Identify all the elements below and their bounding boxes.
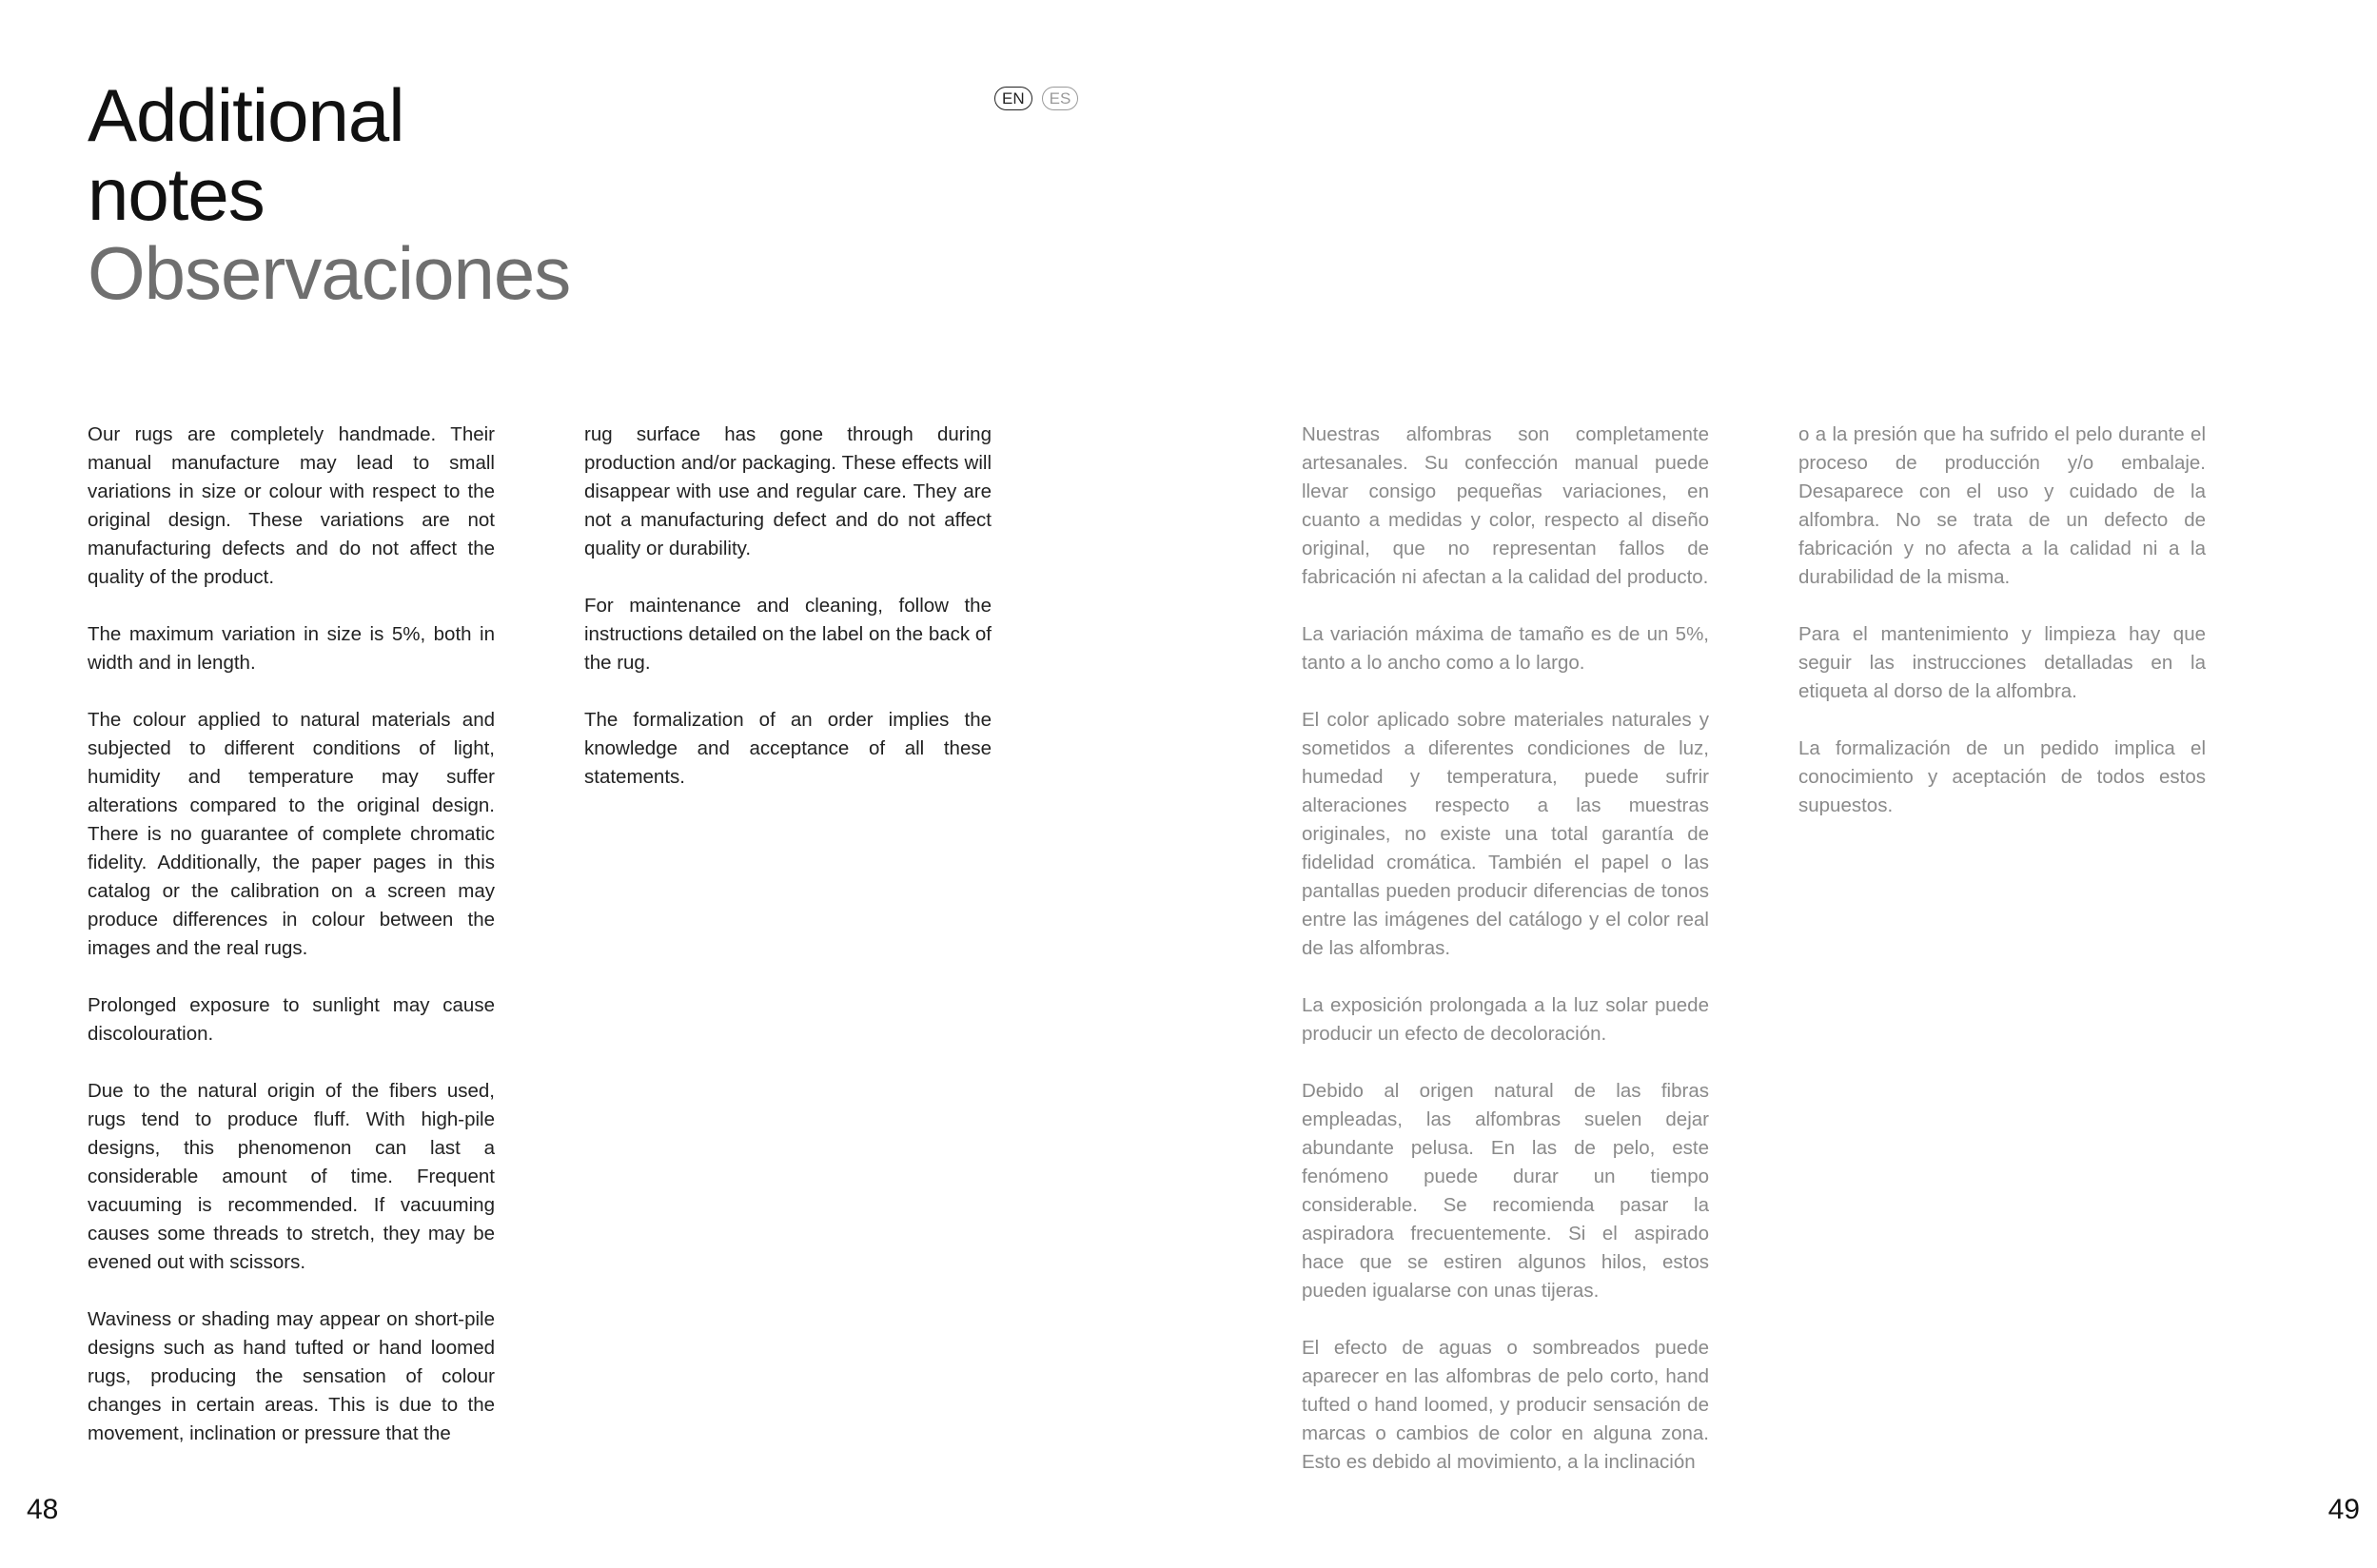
paragraph: Prolonged exposure to sunlight may cause discolouration. — [88, 994, 495, 1045]
paragraph: The colour applied to natural materials and subjected to different conditions of light, humidity and temperature may suffer alterations compared to the original design. There is no guarantee of complete chromatic fidelity. Additionally, the paper pages in this catalog or the calibration on a screen may produce differences in colour between the images and the real rugs. — [88, 709, 495, 959]
paragraph: Debido al origen natural de las fibras empleadas, las alfombras suelen dejar abundante pelusa. En las de pelo, este fenómeno puede durar un tiempo considerable. Se recomienda pasar la aspiradora frecuentemente. Si el aspirado hace que se estiren algunos hilos, estos pueden igualarse con unas tijeras. — [1302, 1080, 1709, 1302]
spanish-column-1 — [1302, 421, 1709, 1477]
title-en-line-2: notes — [88, 152, 265, 236]
language-switch — [994, 87, 1078, 110]
paragraph: La variación máxima de tamaño es de un 5%, tanto a lo ancho como a lo largo. — [1302, 623, 1709, 674]
language-es-badge[interactable]: ES — [1042, 87, 1079, 110]
paragraph: o a la presión que ha sufrido el pelo durante el proceso de producción y/o embalaje. Desaparece con el uso y cuidado de la alfombra. No se trata de un defecto de fabricación y no afecta a la calidad ni a la durabilidad de la misma. — [1798, 423, 2206, 588]
paragraph: For maintenance and cleaning, follow the instructions detailed on the label on the back of the rug. — [584, 595, 992, 674]
page-number-right: 49 — [2328, 1494, 2360, 1525]
english-column-1 — [88, 421, 495, 1448]
paragraph: El color aplicado sobre materiales naturales y sometidos a diferentes condiciones de luz, humedad y temperatura, puede sufrir alteraciones respecto a las muestras originales, no existe una total garantía de fidelidad cromática. También el papel o las pantallas pueden producir diferencias de tonos entre las imágenes del catálogo y el color real de las alfombras. — [1302, 709, 1709, 959]
paragraph: The formalization of an order implies the knowledge and acceptance of all these statements. — [584, 709, 992, 788]
paragraph: Nuestras alfombras son completamente artesanales. Su confección manual puede llevar consigo pequeñas variaciones, en cuanto a medidas y color, respecto al diseño original, que no representan fallos de fabricación ni afectan a la calidad del producto. — [1302, 423, 1709, 588]
paragraph: Due to the natural origin of the fibers used, rugs tend to produce fluff. With high-pile designs, this phenomenon can last a considerable amount of time. Frequent vacuuming is recommended. If vacuuming causes some threads to stretch, they may be evened out with scissors. — [88, 1080, 495, 1273]
paragraph: La exposición prolongada a la luz solar puede producir un efecto de decoloración. — [1302, 994, 1709, 1045]
paragraph: Waviness or shading may appear on short-pile designs such as hand tufted or hand loomed rugs, producing the sensation of colour changes in certain areas. This is due to the movement, inclination or pressure that the — [88, 1308, 495, 1444]
english-column-2 — [584, 421, 992, 792]
paragraph: El efecto de aguas o sombreados puede aparecer en las alfombras de pelo corto, hand tufted o hand loomed, y producir sensación de marcas o cambios de color en alguna zona. Esto es debido al movimiento, a la inclinación — [1302, 1337, 1709, 1473]
title-en-line-1: Additional — [88, 73, 404, 157]
spanish-column-2 — [1798, 421, 2206, 820]
title-es-line: Observaciones — [88, 231, 571, 315]
language-en-badge[interactable]: EN — [994, 87, 1032, 110]
page-number-left: 48 — [27, 1494, 59, 1525]
paragraph: The maximum variation in size is 5%, both in width and in length. — [88, 623, 495, 674]
paragraph: Para el mantenimiento y limpieza hay que seguir las instrucciones detalladas en la etiqueta al dorso de la alfombra. — [1798, 623, 2206, 702]
page-title — [88, 73, 571, 315]
paragraph: Our rugs are completely handmade. Their manual manufacture may lead to small variations in size or colour with respect to the original design. These variations are not manufacturing defects and do not affect the quality of the product. — [88, 423, 495, 588]
paragraph: rug surface has gone through during production and/or packaging. These effects will disappear with use and regular care. They are not a manufacturing defect and do not affect quality or durability. — [584, 423, 992, 559]
paragraph: La formalización de un pedido implica el conocimiento y aceptación de todos estos supuestos. — [1798, 737, 2206, 816]
